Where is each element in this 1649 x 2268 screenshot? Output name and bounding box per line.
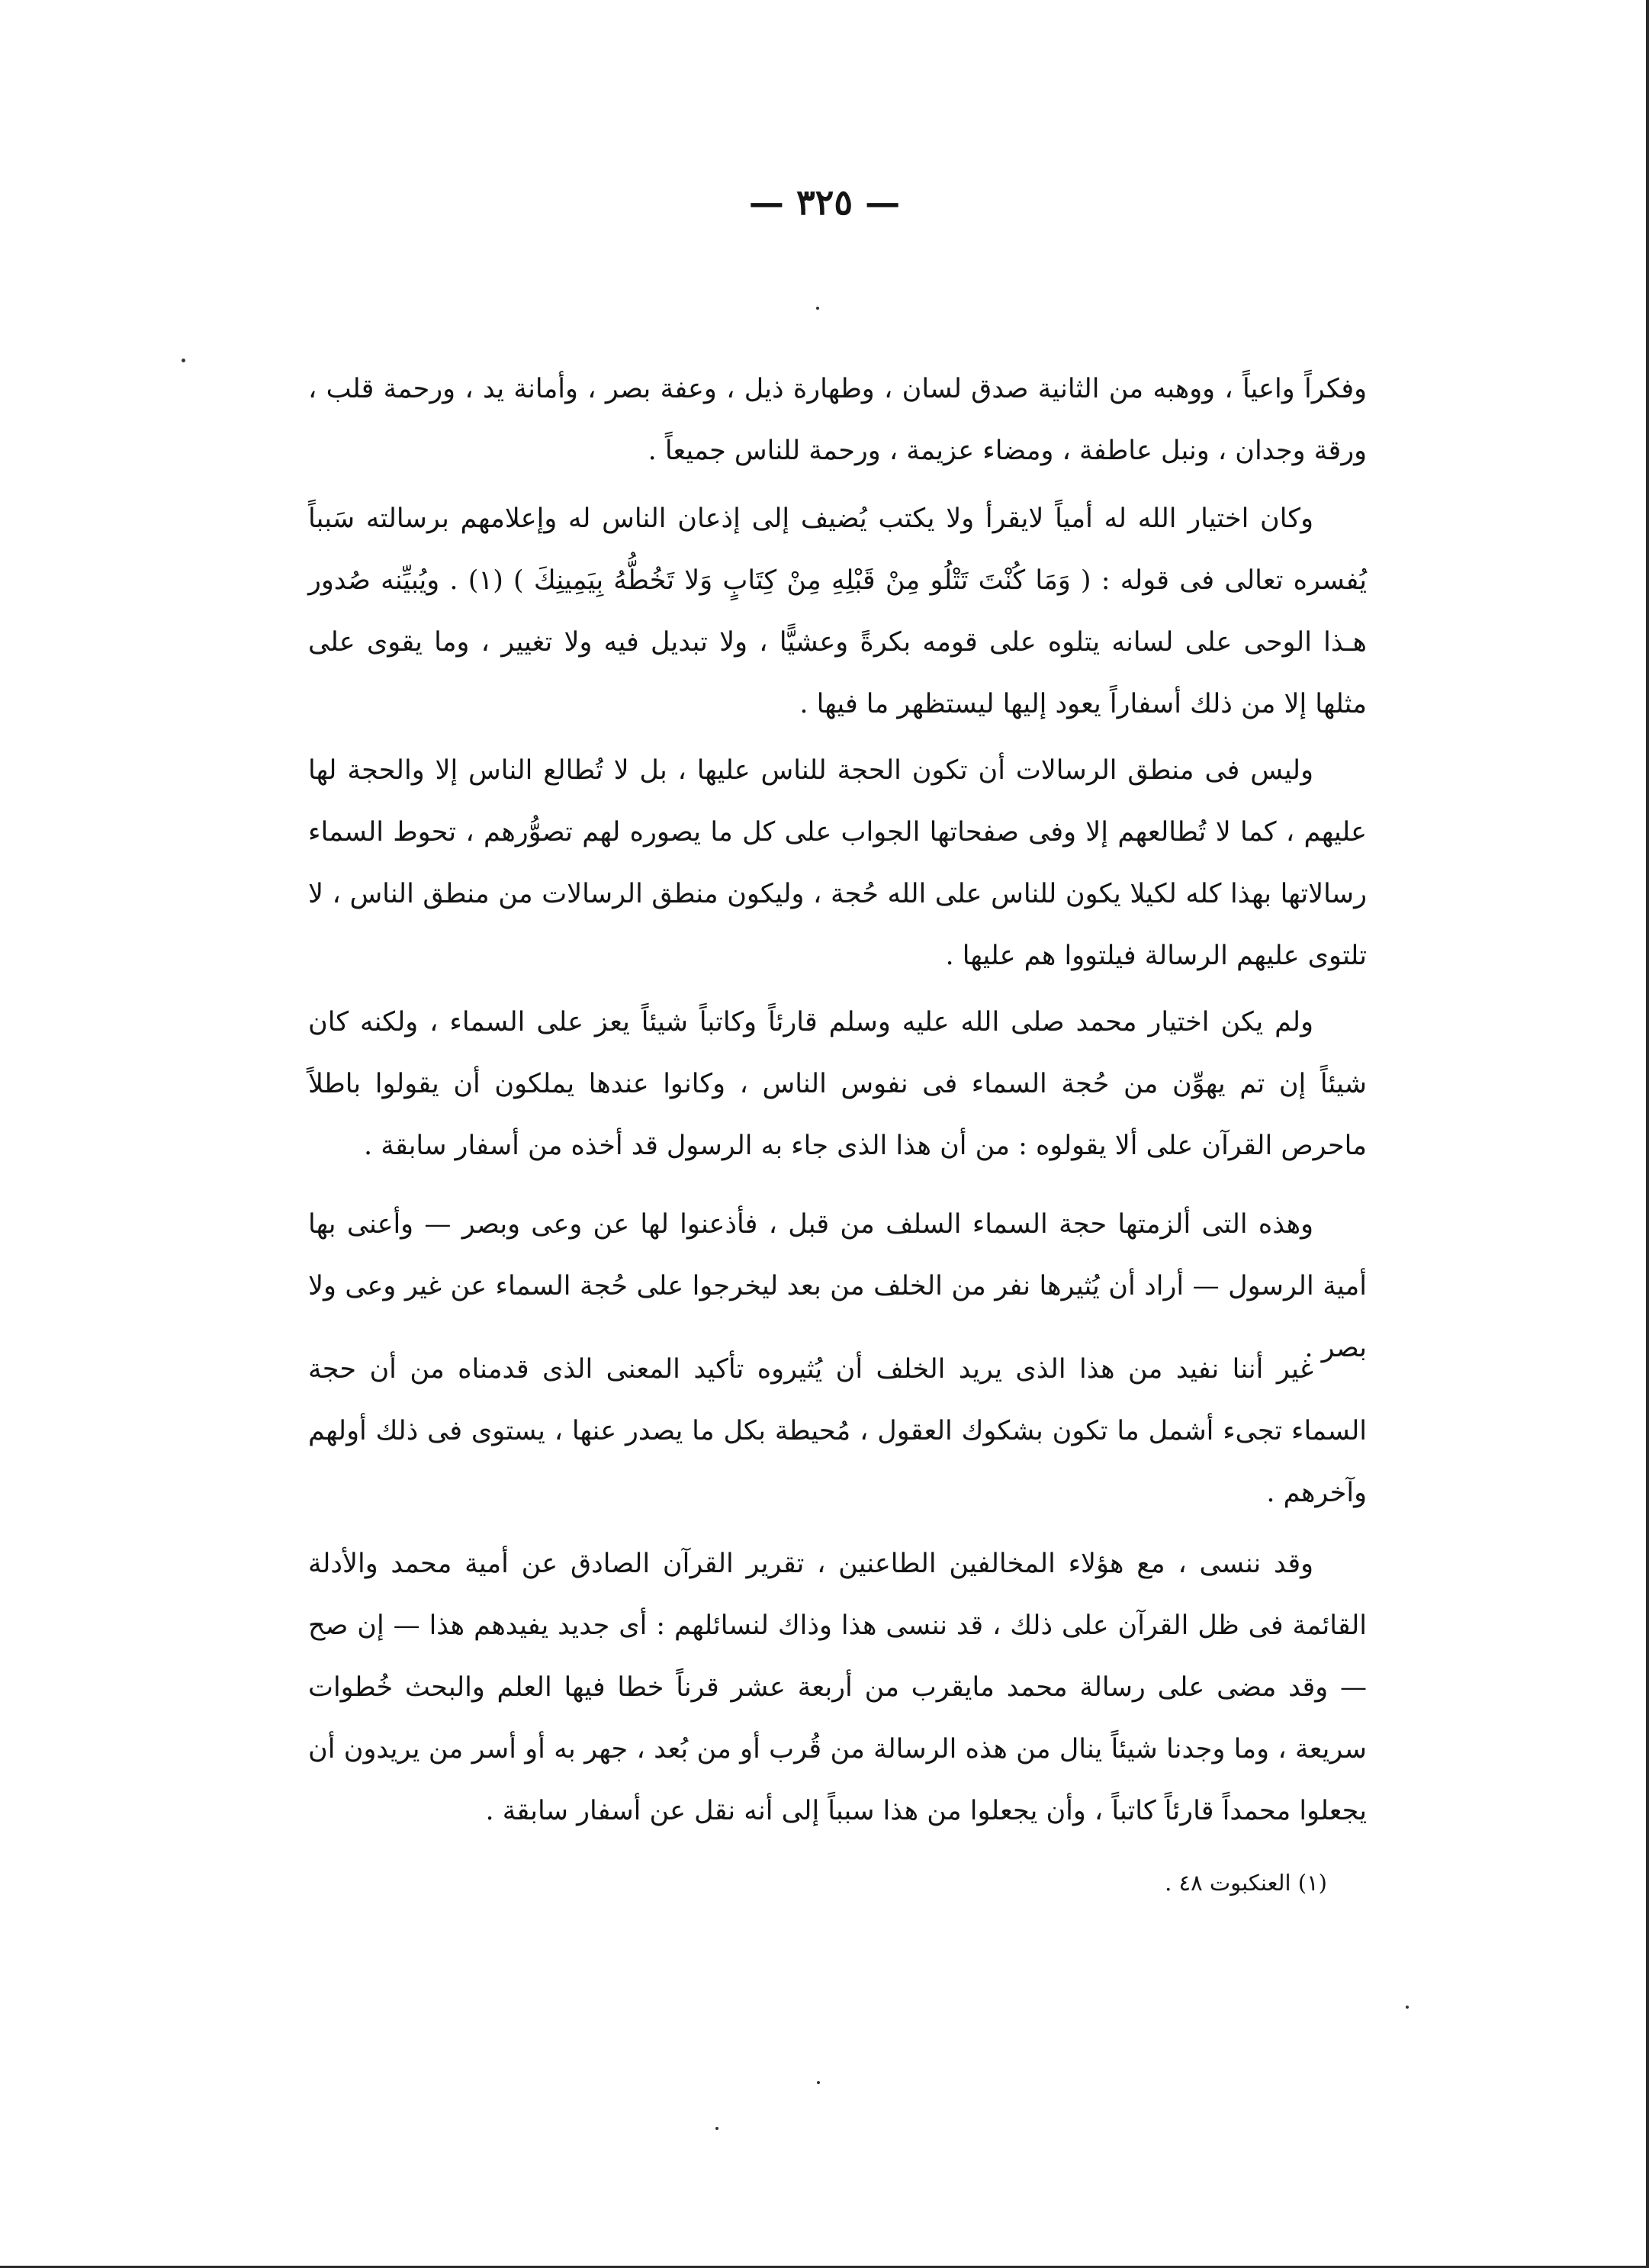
paragraph-text: ولم يكن اختيار محمد صلى الله عليه وسلم قارئاً وكاتباً شيئاً يعز على السماء ، ولكنه كان شيئاً إن تم يهوِّن من حُجة السماء فى نفوس الناس ، وكانوا عندها يملكون أن يقولوا باطلاً ماحرص القرآن على ألا يقولوه : من أن هذا الذى جاء به الرسول قد أخذه من أسفار سابقة . — [308, 1007, 1367, 1161]
paragraph-text: وليس فى منطق الرسالات أن تكون الحجة للناس عليها ، بل لا تُطالع الناس إلا والحجة لها عليهم ، كما لا تُطالعهم إلا وفى صفحاتها الجواب على كل ما يصوره لهم تصوُّرهم ، تحوط السماء رسالاتها بهذا كله لكيلا يكون للناس على الله حُجة ، وليكون منطق الرسالات من منطق الناس ، لا تلتوى عليهم الرسالة فيلتووا هم عليها . — [308, 755, 1367, 971]
scan-speck — [817, 2081, 820, 2084]
paragraph-6 — [308, 1339, 1367, 1524]
paragraph-text: وفكراً واعياً ، ووهبه من الثانية صدق لسان ، وطهارة ذيل ، وعفة بصر ، وأمانة يد ، ورحمة قلب ، ورقة وجدان ، ونبل عاطفة ، ومضاء عزيمة ، ورحمة للناس جميعاً . — [308, 374, 1367, 466]
page-number: — ٣٢٥ — — [748, 182, 901, 223]
paragraph-2 — [308, 488, 1367, 735]
paragraph-text: غير أننا نفيد من هذا الذى يريد الخلف أن يُثيروه تأكيد المعنى الذى قدمناه من أن حجة السماء تجىء أشمل ما تكون بشكوك العقول ، مُحيطة بكل ما يصدر عنها ، يستوى فى ذلك أولهم وآخرهم . — [308, 1354, 1367, 1508]
scan-speck — [1406, 2006, 1409, 2009]
footnote: (١) العنكبوت ٤٨ . — [1165, 1870, 1327, 1896]
paragraph-3 — [308, 740, 1367, 987]
paragraph-4 — [308, 992, 1367, 1177]
paragraph-text: وكان اختيار الله له أمياً لايقرأ ولا يكتب يُضيف إلى إذعان الناس له وإعلامهم برسالته سَبباً يُفسره تعالى فى قوله : ( وَمَا كُنْتَ تَتْلُو مِنْ قَبْلِهِ مِنْ كِتَابٍ وَلا تَخُطُّهُ بِيَمِينِكَ ) (١) . ويُبيِّنه صُدور هـذا الوحى على لسانه يتلوه على قومه بكرةً وعشيًّا ، ولا تبديل فيه ولا تغيير ، وما يقوى على مثلها إلا من ذلك أسفاراً يعود إليها ليستظهر ما فيها . — [308, 503, 1367, 719]
paragraph-7 — [308, 1533, 1367, 1842]
page-edge-right — [1646, 0, 1649, 2268]
paragraph-text: وهذه التى ألزمتها حجة السماء السلف من قبل ، فأذعنوا لها عن وعى وبصر — وأعنى بها أمية الرسول — أراد أن يُثيرها نفر من الخلف من بعد ليخرجوا على حُجة السماء عن غير وعى ولا بصر . — [308, 1209, 1367, 1363]
scan-speck — [182, 359, 185, 362]
scan-speck — [816, 307, 819, 310]
scan-speck — [715, 2127, 718, 2130]
paragraph-text: وقد ننسى ، مع هؤلاء المخالفين الطاعنين ، تقرير القرآن الصادق عن أمية محمد والأدلة القائمة فى ظل القرآن على ذلك ، قد ننسى هذا وذاك لنسائلهم : أى جديد يفيدهم هذا — إن صح — وقد مضى على رسالة محمد مايقرب من أربعة عشر قرناً خطا فيها العلم والبحث خُطوات سريعة ، وما وجدنا شيئاً ينال من هذه الرسالة من قُرب أو من بُعد ، جهر به أو أسر من يريدون أن يجعلوا محمداً قارئاً كاتباً ، وأن يجعلوا من هذا سبباً إلى أنه نقل عن أسفار سابقة . — [308, 1549, 1367, 1826]
paragraph-1 — [308, 359, 1367, 482]
